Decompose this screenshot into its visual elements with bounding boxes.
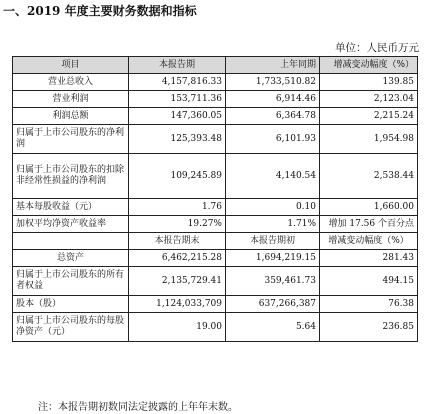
change-value: 2,123.04 xyxy=(320,91,418,108)
row-label: 归属于上市公司股东的每股净资产（元） xyxy=(13,313,129,342)
table-row xyxy=(13,125,418,154)
table-row xyxy=(13,267,418,296)
footnote: 注：本报告期初数同法定披露的上年年末数。 xyxy=(38,402,238,413)
table-row xyxy=(13,199,418,216)
table-row xyxy=(13,216,418,233)
row-label: 加权平均净资产收益率 xyxy=(13,216,129,233)
current-value: 125,393.48 xyxy=(129,125,226,154)
current-value: 4,157,816.33 xyxy=(129,74,226,91)
table-row xyxy=(13,91,418,108)
current-value: 6,462,215.28 xyxy=(129,250,226,267)
current-value: 19.00 xyxy=(129,313,226,342)
change-value: 2,215.24 xyxy=(320,108,418,125)
table-row xyxy=(13,154,418,199)
unit-label: 单位：人民币万元 xyxy=(335,42,419,54)
change-value: 1,660.00 xyxy=(320,199,418,216)
prior-value: 5.64 xyxy=(226,313,320,342)
change-value: 281.43 xyxy=(320,250,418,267)
current-value: 147,360.05 xyxy=(129,108,226,125)
prior-value: 1,733,510.82 xyxy=(226,74,320,91)
subheader-blank xyxy=(13,233,129,250)
row-label: 基本每股收益（元） xyxy=(13,199,129,216)
header-item: 项目 xyxy=(13,57,129,74)
current-value: 109,245.89 xyxy=(129,154,226,199)
current-value: 19.27% xyxy=(129,216,226,233)
change-value: 494.15 xyxy=(320,267,418,296)
row-label: 股本（股） xyxy=(13,296,129,313)
prior-value: 0.10 xyxy=(226,199,320,216)
header-current-period: 本报告期 xyxy=(129,57,226,74)
current-value: 1,124,033,709 xyxy=(129,296,226,313)
row-label: 归属于上市公司股东的扣除非经常性损益的净利润 xyxy=(13,154,129,199)
change-value: 76.38 xyxy=(320,296,418,313)
prior-value: 6,364.78 xyxy=(226,108,320,125)
header-change-pct-2: 增减变动幅度（%） xyxy=(320,233,418,250)
row-label: 总资产 xyxy=(13,250,129,267)
row-label: 营业总收入 xyxy=(13,74,129,91)
prior-value: 1.71% xyxy=(226,216,320,233)
current-value: 1.76 xyxy=(129,199,226,216)
prior-value: 4,140.54 xyxy=(226,154,320,199)
header-period-end: 本报告期末 xyxy=(129,233,226,250)
financial-data-table xyxy=(12,56,418,342)
header-change-pct: 增减变动幅度（%） xyxy=(320,57,418,74)
change-value: 1,954.98 xyxy=(320,125,418,154)
change-value: 2,538.44 xyxy=(320,154,418,199)
table-row xyxy=(13,313,418,342)
row-label: 归属于上市公司股东的所有者权益 xyxy=(13,267,129,296)
table-row xyxy=(13,74,418,91)
prior-value: 6,101.93 xyxy=(226,125,320,154)
table-header-row xyxy=(13,57,418,74)
row-label: 营业利润 xyxy=(13,91,129,108)
header-prior-period: 上年同期 xyxy=(226,57,320,74)
table-row xyxy=(13,108,418,125)
change-value: 增加 17.56 个百分点 xyxy=(320,216,418,233)
prior-value: 1,694,219.15 xyxy=(226,250,320,267)
row-label: 利润总额 xyxy=(13,108,129,125)
header-period-start: 本报告期初 xyxy=(226,233,320,250)
prior-value: 637,266,387 xyxy=(226,296,320,313)
document-title: 一、2019 年度主要财务数据和指标 xyxy=(3,4,197,18)
table-row xyxy=(13,296,418,313)
table-row xyxy=(13,250,418,267)
current-value: 2,135,729.41 xyxy=(129,267,226,296)
table-subheader-row xyxy=(13,233,418,250)
current-value: 153,711.36 xyxy=(129,91,226,108)
prior-value: 6,914.46 xyxy=(226,91,320,108)
row-label: 归属于上市公司股东的净利润 xyxy=(13,125,129,154)
change-value: 236.85 xyxy=(320,313,418,342)
change-value: 139.85 xyxy=(320,74,418,91)
prior-value: 359,461.73 xyxy=(226,267,320,296)
